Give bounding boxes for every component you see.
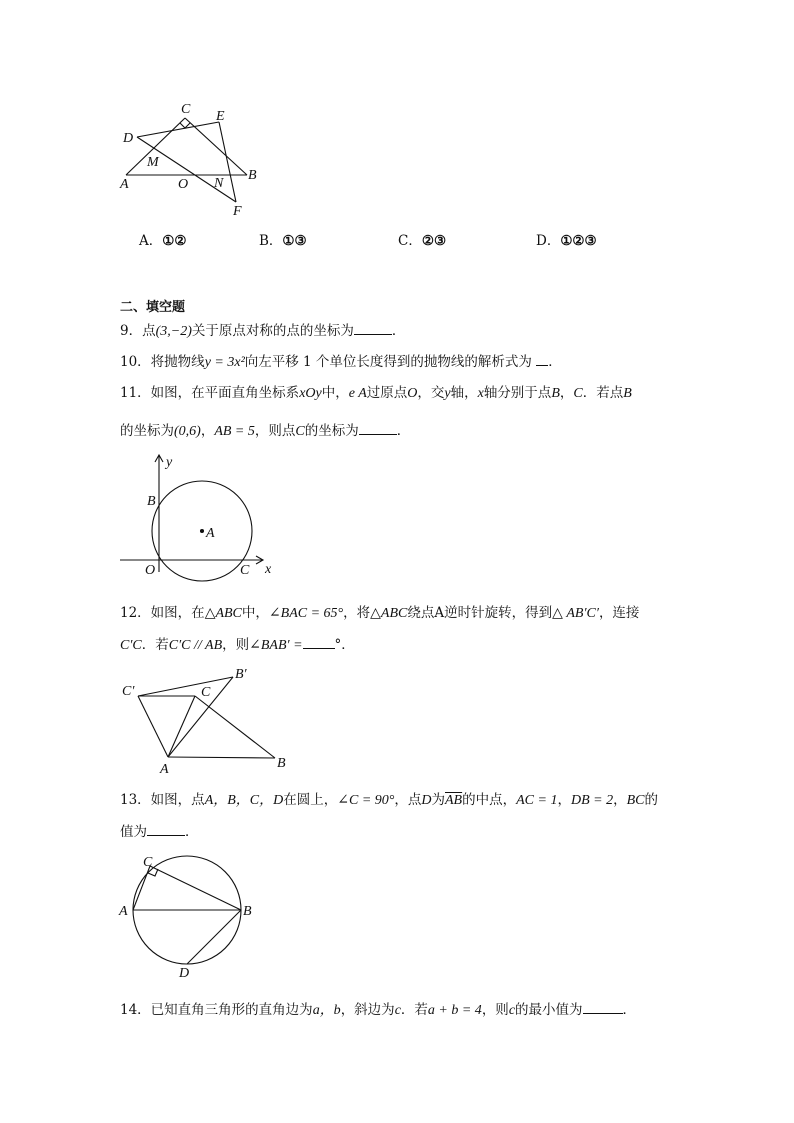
label-B: B — [147, 494, 156, 509]
line-B-D — [187, 910, 241, 964]
label-C: C — [240, 563, 250, 578]
label-y: y — [166, 455, 173, 470]
right-angle-mark — [148, 869, 158, 876]
question-11-line1: 11．如图，在平面直角坐标系xOy中，e A过原点O，交y轴，x轴分别于点B，C．若点B — [120, 385, 632, 401]
figure-q8 — [112, 98, 272, 223]
answer-blank-10[interactable] — [536, 352, 548, 366]
answer-blank-11[interactable] — [359, 421, 397, 435]
label-A: A — [119, 904, 128, 919]
label-C-prime: C′ — [122, 684, 135, 699]
line-C-B — [150, 866, 241, 910]
line-C-B — [195, 696, 275, 758]
answer-blank-9[interactable] — [354, 321, 392, 335]
option-a[interactable]: A．①② — [139, 233, 187, 249]
option-c[interactable]: C．②③ — [398, 233, 447, 249]
section-title: 二、填空题 — [120, 300, 186, 315]
label-A: A — [206, 526, 215, 541]
label-C: C — [201, 685, 211, 700]
answer-blank-12[interactable] — [303, 635, 335, 649]
line-C-A — [168, 696, 195, 757]
center-A-dot — [201, 530, 204, 533]
line-A-C — [133, 866, 150, 910]
question-10: 10．将抛物线y = 3x²向左平移 1 个单位长度得到的抛物线的解析式为 ． — [120, 354, 562, 370]
question-12-line2: C′C．若C′C // AB，则∠BAB′ = °． — [120, 637, 355, 653]
label-B: B — [248, 168, 257, 183]
label-N: N — [214, 176, 224, 191]
question-12-line1: 12．如图，在△ABC中，∠BAC = 65°，将△ABC绕点A逆时针旋转，得到△ AB′C′，连接 — [120, 605, 640, 621]
label-B-prime: B′ — [235, 667, 247, 682]
label-A: A — [120, 177, 129, 192]
question-13-line2: 值为 ． — [120, 824, 199, 840]
label-B: B — [277, 756, 286, 771]
label-D: D — [123, 131, 134, 146]
question-9: 9．点(3,−2)关于原点对称的点的坐标为 ． — [120, 323, 406, 339]
figure-q11 — [112, 452, 282, 582]
label-C: C — [181, 102, 191, 117]
question-14: 14．已知直角三角形的直角边为a，b，斜边为c．若a + b = 4，则c的最小值为 ． — [120, 1002, 637, 1018]
question-13-line1: 13．如图，点A，B，C，D在圆上，∠C = 90°，点D为$\overline{AB}$的中点，AC = 1，DB = 2，BC的 — [120, 792, 658, 808]
line-C1-B1 — [138, 677, 233, 696]
label-O: O — [145, 563, 156, 578]
label-F: F — [233, 204, 242, 219]
label-D: D — [179, 966, 190, 981]
label-M: M — [147, 155, 159, 170]
option-b[interactable]: B．①③ — [259, 233, 307, 249]
question-11-line2: 的坐标为(0,6)，AB = 5，则点C的坐标为 ． — [120, 423, 411, 439]
option-d[interactable]: D．①②③ — [536, 233, 597, 249]
answer-blank-14[interactable] — [583, 1000, 623, 1014]
label-B: B — [243, 904, 252, 919]
figure-q13 — [112, 850, 262, 982]
line-C1-A — [138, 696, 168, 757]
label-O: O — [178, 177, 189, 192]
answer-blank-13[interactable] — [147, 822, 185, 836]
label-C: C — [143, 855, 153, 870]
figure-q12 — [112, 662, 297, 777]
line-A-B — [168, 757, 275, 758]
label-x: x — [265, 562, 272, 577]
label-E: E — [216, 109, 225, 124]
label-A: A — [160, 762, 169, 777]
